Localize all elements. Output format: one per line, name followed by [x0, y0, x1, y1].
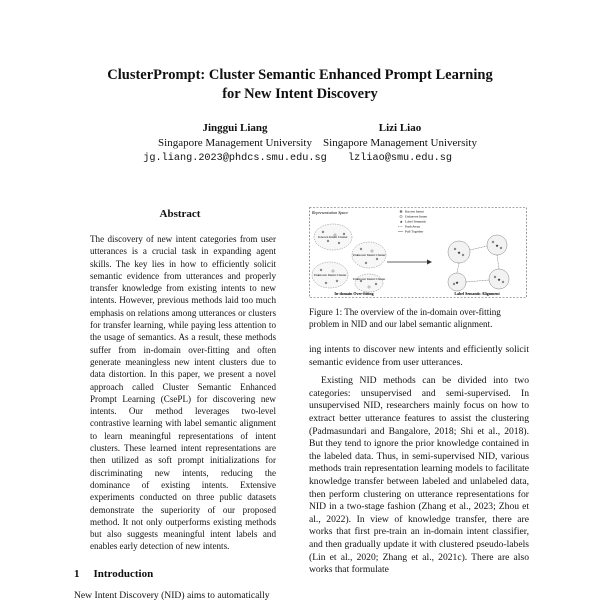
- cluster-label-3: Unknown Intent Cluster: [313, 273, 347, 277]
- author-email: lzliao@smu.edu.sg: [348, 153, 452, 164]
- author-name: Jinggui Liang: [202, 122, 268, 134]
- section-heading: [74, 568, 153, 580]
- svg-text:★: ★: [455, 280, 459, 285]
- svg-text:★: ★: [497, 277, 501, 282]
- legend-unknown-marker: [400, 215, 403, 218]
- legend-known: Known Intent: [405, 209, 424, 214]
- legend-push: Push Away: [405, 224, 421, 229]
- legend-known-marker: [400, 210, 403, 213]
- author-name: Lizi Liao: [378, 122, 422, 134]
- section-title: Introduction: [93, 568, 154, 580]
- cluster-label-2: Unknown Intent Cluster: [352, 253, 386, 257]
- cluster-label-1: Known Intent Cluster: [318, 235, 348, 239]
- title-line-1: ClusterPrompt: Cluster Semantic Enhanced Prompt Learning: [107, 67, 493, 83]
- figure-1: [309, 207, 527, 298]
- legend-label: Label Semantic: [405, 219, 427, 224]
- author-affiliation: Singapore Management University: [158, 137, 312, 149]
- right-caption: Label Semantic Alignment: [454, 291, 500, 296]
- abstract-text: The discovery of new intent categories from user utterances is a crucial task in expanding agent skills. The key lies in how to efficiently solicit semantic evidence from utterances and properly transfer knowledge from existing intents to new intents. However, previous methods laid too much emphasis on relations among utterances or clusters for transfer learning, while paying less attention to the usage of semantics. As a result, these methods suffer from in-domain over-fitting and often generate meaningless new intent clusters due to data distortion. In this paper, we present a novel approach called Cluster Semantic Enhanced Prompt Learning (CsePL) for discovering new intents. Our method leverages two-level contrastive learning with label semantic alignment to learn meaningful representations of intent clusters. These learned intent representations are then utilized as soft prompt initializations for discriminating new intents, reducing the dominance of existing intents. Extensive experiments conducted on three public datasets demonstrate the superiority of our proposed method. It not only outperforms existing methods but also suggests meaningful intent labels and enables early detection of new intents.: [90, 234, 276, 552]
- author-affiliation: Singapore Management University: [323, 137, 477, 149]
- abstract-heading: Abstract: [159, 208, 201, 220]
- space-label: Representation Space: [312, 210, 349, 215]
- right-column: [309, 344, 529, 577]
- author-email: jg.liang.2023@phdcs.smu.edu.sg: [143, 153, 327, 164]
- cluster-label-4: Unknown Intent Cluster: [352, 277, 386, 281]
- intro-first-line: New Intent Discovery (NID) aims to automatically: [74, 590, 270, 601]
- title-line-2: for New Intent Discovery: [222, 86, 378, 102]
- author-2: [285, 121, 515, 166]
- left-caption: In-domain Over-fitting: [334, 291, 374, 296]
- legend-pull: Pull Together: [405, 229, 424, 234]
- svg-text:★: ★: [457, 250, 461, 255]
- svg-text:★: ★: [495, 243, 499, 248]
- legend-unknown: Unknown Intent: [405, 214, 428, 219]
- abstract-body: [90, 233, 276, 553]
- section-number: 1: [74, 568, 80, 580]
- right-paragraph-2: Existing NID methods can be divided into two categories: unsupervised and semi-supervised. In unsupervised NID, researchers mainly focus on how to extract better utterance features to assist the clustering (Padmasundari and Bangalore, 2018; Shi et al., 2018). But they tend to ignore the prior knowledge contained in the labeled data. Thus, in semi-supervised NID, various methods train representation learning models to facilitate knowledge transfer between labeled and unlabeled data, then perform clustering on utterance representations for NID in a two-stage fashion (Zhang et al., 2023; Zhou et al., 2022). In view of knowledge transfer, there are works that first pre-train an in-domain intent classifier, and then gradually update it with clustered pseudo-labels (Lin et al., 2020; Zhang et al., 2021c). There are also works that formulate: [309, 375, 529, 576]
- figure-caption: Figure 1: The overview of the in-domain over-fitting problem in NID and our label semantic alignment.: [309, 307, 501, 330]
- paper-title: [60, 66, 540, 104]
- legend-label-marker: ★: [399, 219, 403, 224]
- right-paragraph-1: ing intents to discover new intents and efficiently solicit semantic evidence from user utterances.: [309, 344, 529, 368]
